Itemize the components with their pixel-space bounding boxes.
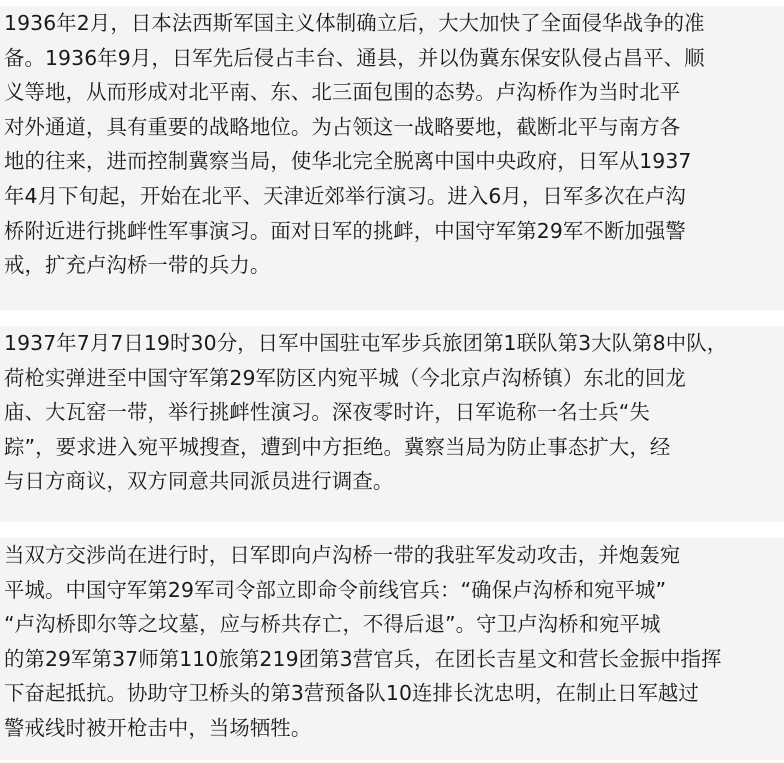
paragraph-line: 平城。中国守军第29军司令部立即命令前线官兵：“确保卢沟桥和宛平城” (4, 577, 667, 602)
paragraph-line: 庙、大瓦窑一带，举行挑衅性演习。深夜零时许，日军诡称一名士兵“失 (4, 400, 650, 425)
paragraph-line: 对外通道，具有重要的战略地位。为占领这一战略要地，截断北平与南方各 (4, 114, 681, 139)
paragraph-line: 当双方交涉尚在进行时，日军即向卢沟桥一带的我驻军发动攻击，并炮轰宛 (4, 543, 681, 567)
paragraph-line: 年4月下旬起，开始在北平、天津近郊举行演习。进入6月，日军多次在卢沟 (4, 183, 686, 208)
paragraph-line: 踪”，要求进入宛平城搜查，遭到中方拒绝。冀察当局为防止事态扩大，经 (4, 434, 671, 459)
paragraph-3 (0, 538, 784, 760)
paragraph-line: 1936年2月，日本法西斯军国主义体制确立后，大大加快了全面侵华战争的准 (4, 11, 705, 35)
paragraph-line: 地的往来，进而控制冀察当局，使华北完全脱离中国中央政府，日军从1937 (4, 149, 692, 174)
paragraph-1 (0, 6, 784, 310)
paragraph-line: 与日方商议，双方同意共同派员进行调查。 (4, 469, 394, 494)
paragraph-2 (0, 326, 784, 522)
paragraph-line: 桥附近进行挑衅性军事演习。面对日军的挑衅，中国守军第29军不断加强警 (4, 218, 686, 243)
paragraph-line: 警戒线时被开枪击中，当场牺牲。 (4, 715, 312, 740)
paragraph-line: “卢沟桥即尔等之坟墓，应与桥共存亡，不得后退”。守卫卢沟桥和宛平城 (4, 612, 661, 637)
paragraph-line: 荷枪实弹进至中国守军第29军防区内宛平城（今北京卢沟桥镇）东北的回龙 (4, 365, 686, 390)
paragraph-line: 戒，扩充卢沟桥一带的兵力。 (4, 253, 271, 278)
paragraph-line: 下奋起抵抗。协助守卫桥头的第3营预备队10连排长沈忠明，在制止日军越过 (4, 681, 699, 706)
paragraph-line: 义等地，从而形成对北平南、东、北三面包围的态势。卢沟桥作为当时北平 (4, 80, 681, 105)
paragraph-line: 1937年7月7日19时30分，日军中国驻屯军步兵旅团第1联队第3大队第8中队， (4, 331, 728, 355)
paragraph-line: 备。1936年9月，日军先后侵占丰台、通县，并以伪冀东保安队侵占昌平、顺 (4, 45, 705, 70)
paragraph-line: 的第29军第37师第110旅第219团第3营官兵，在团长吉星文和营长金振中指挥 (4, 646, 722, 671)
